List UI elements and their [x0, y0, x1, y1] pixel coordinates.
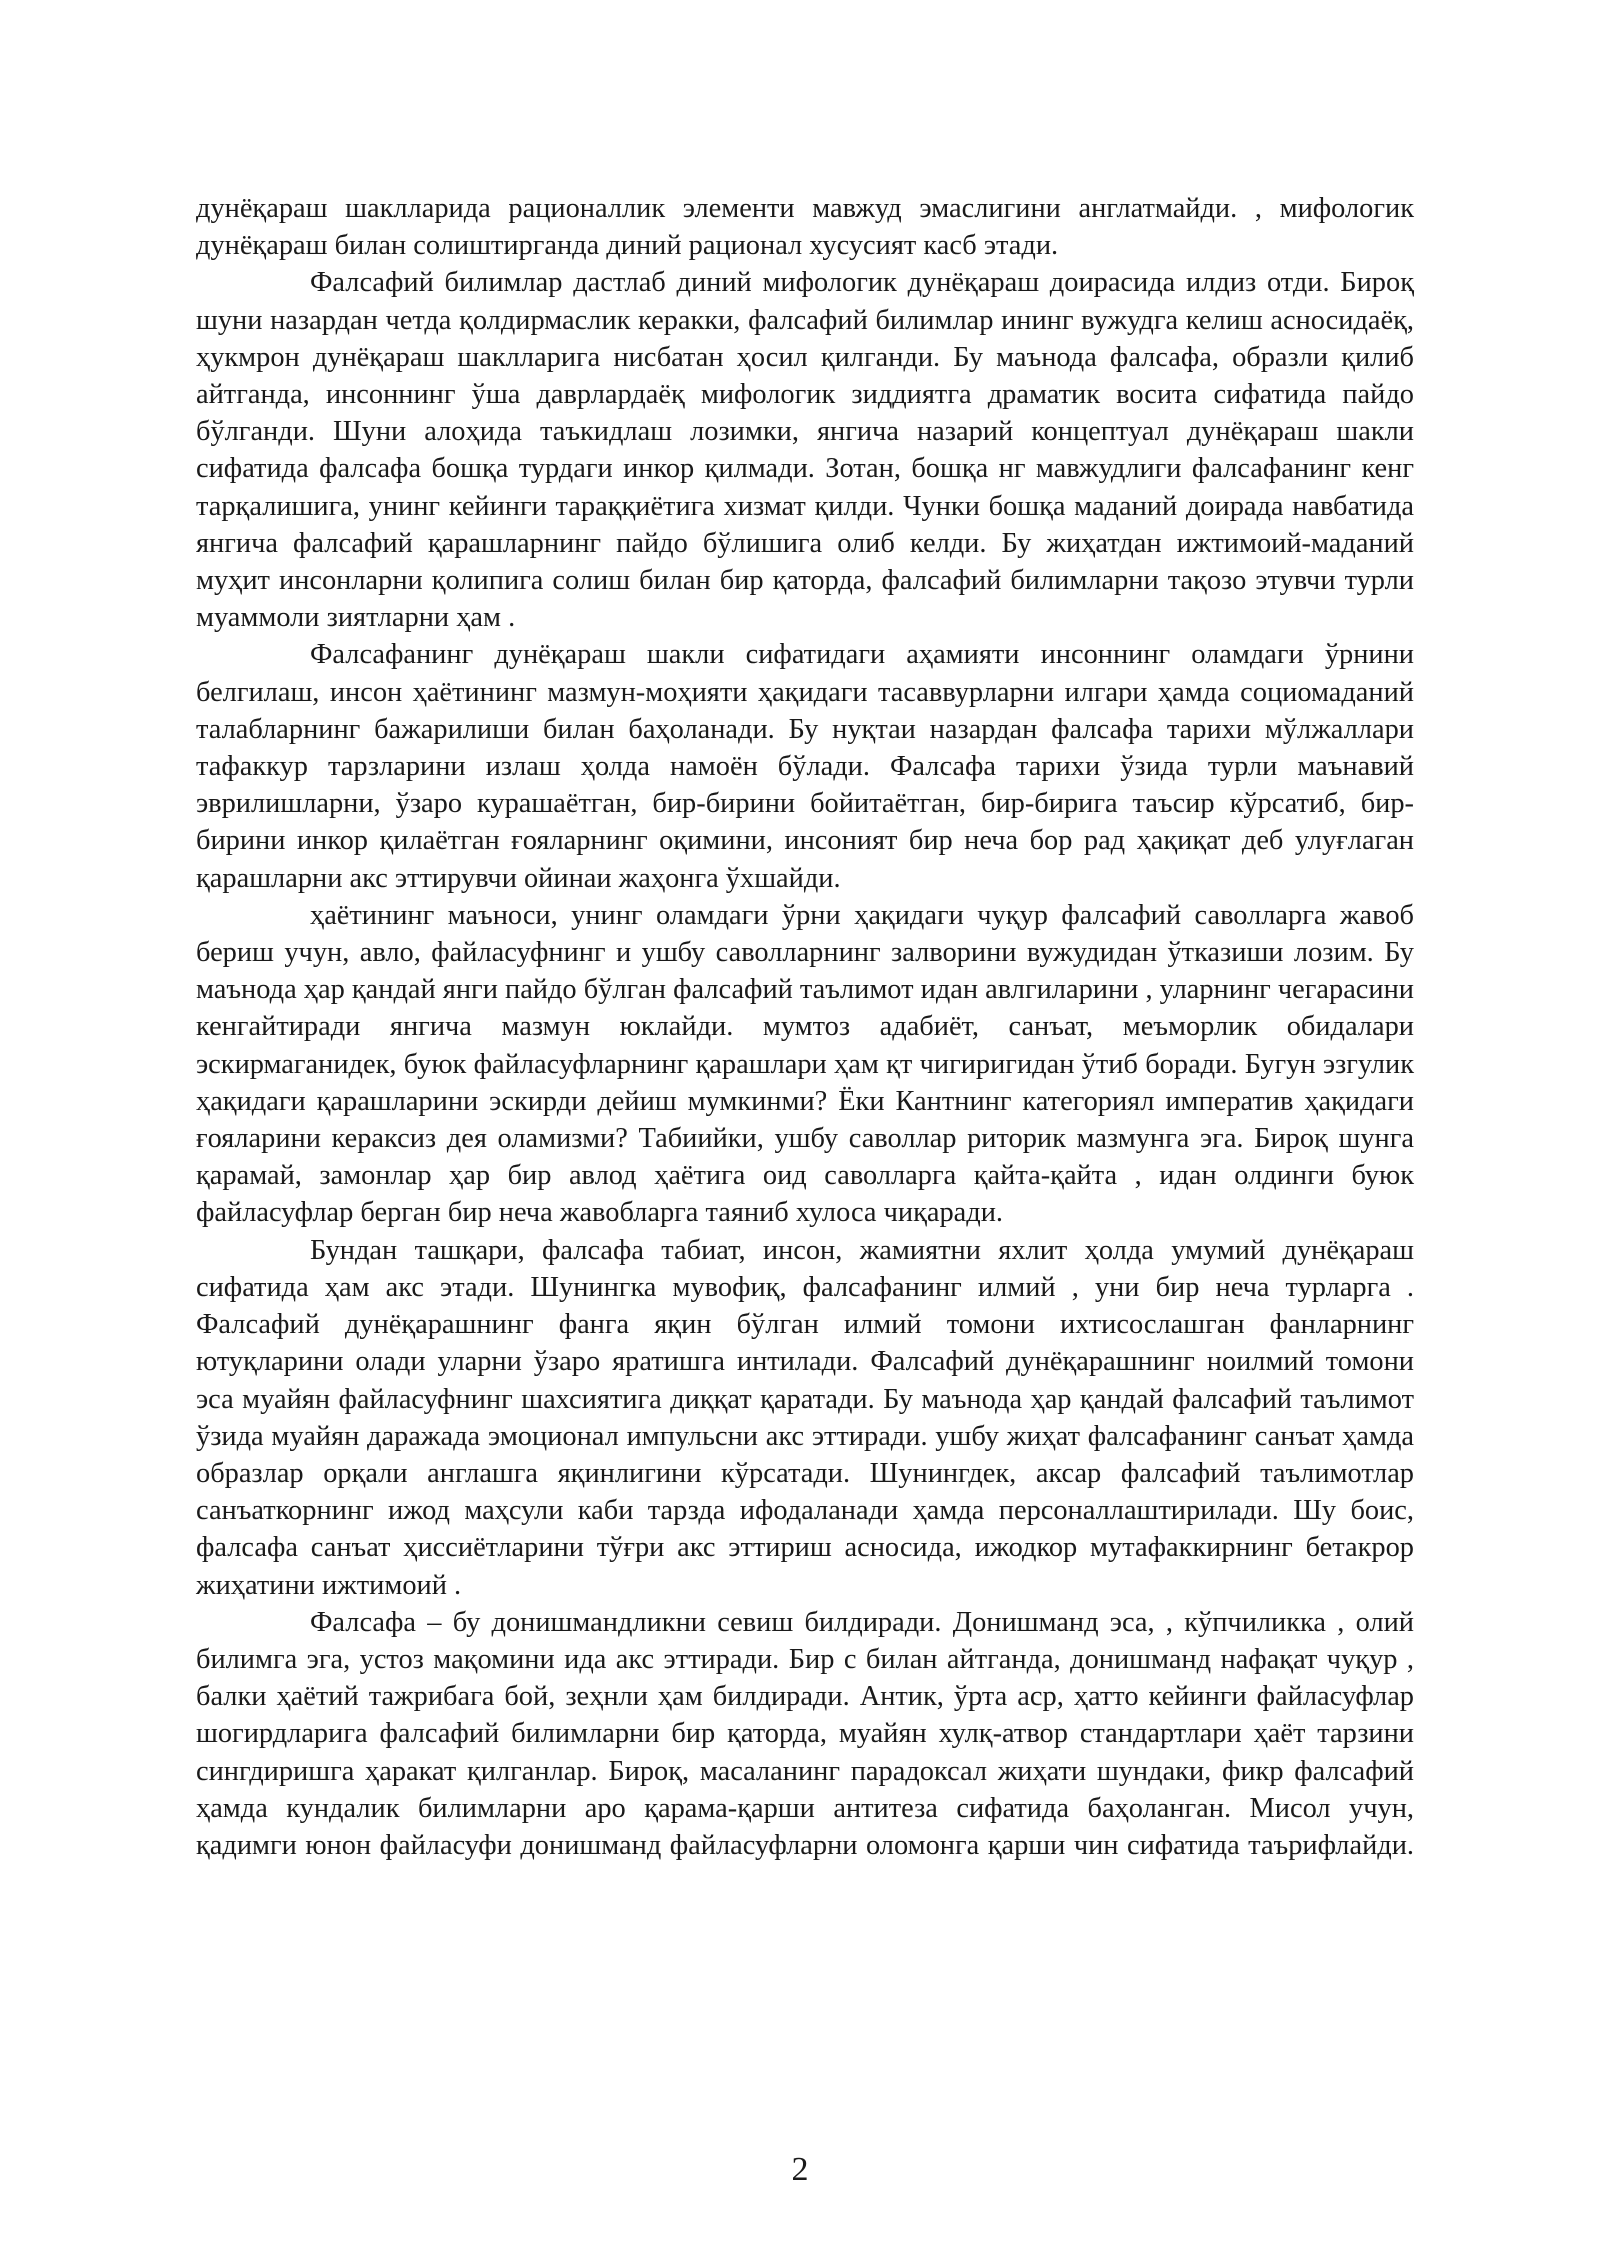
body-text	[196, 190, 1414, 1864]
paragraph-2: Фалсафий билимлар дастлаб диний мифологик дунёқараш доирасида илдиз отди. Бироқ шуни назардан четда қолдирмаслик керакки, фалсафий билимлар ининг вужудга келиш асносидаёқ, ҳукмрон дунёқараш шаклларига нисбатан ҳосил қилганди. Бу маънода фалсафа, образли қилиб айтганда, инсоннинг ўша даврлардаёқ мифологик зиддиятга драматик восита сифатида пайдо бўлганди. Шуни алоҳида таъкидлаш лозимки, янгича назарий концептуал дунёқараш шакли сифатида фалсафа бошқа турдаги инкор қилмади. Зотан, бошқа нг мавжудлиги фалсафанинг кенг тарқалишига, унинг кейинги тараққиётига хизмат қилди. Чунки бошқа маданий доирада навбатида янгича фалсафий қарашларнинг пайдо бўлишига олиб келди. Бу жиҳатдан ижтимоий-маданий муҳит инсонларни қолипига солиш билан бир қаторда, фалсафий билимларни тақозо этувчи турли муаммоли зиятларни ҳам .	[196, 267, 1414, 634]
paragraph-4: ҳаётининг маъноси, унинг оламдаги ўрни ҳақидаги чуқур фалсафий саволларга жавоб бериш учун, авло, файласуфнинг и ушбу саволларнинг залворини вужудидан ўтказиши лозим. Бу маънода ҳар қандай янги пайдо бўлган фалсафий таълимот идан авлгиларини , уларнинг чегарасини кенгайтиради янгича мазмун юклайди. мумтоз адабиёт, санъат, меъморлик обидалари эскирмаганидек, буюк файласуфларнинг қарашлари ҳам қт чигиригидан ўтиб боради. Бугун эзгулик ҳақидаги қарашларини эскирди дейиш мумкинми? Ёки Кантнинг категориял императив ҳақидаги ғояларини кераксиз дея оламизми? Табиийки, ушбу саволлар риторик мазмунга эга. Бироқ шунга қарамай, замонлар ҳар бир авлод ҳаётига оид саволларга қайта-қайта , идан олдинги буюк файласуфлар берган бир неча жавобларга таяниб хулоса чиқаради.	[196, 899, 1414, 1229]
page-number: 2	[791, 2151, 809, 2188]
paragraph-6: Фалсафа – бу донишмандликни севиш билдиради. Донишманд эса, , кўпчиликка , олий билимга эга, устоз мақомини ида акс эттиради. Бир с билан айтганда, донишманд нафақат чуқур , балки ҳаётий тажрибага бой, зеҳнли ҳам билдиради. Антик, ўрта аср, ҳатто кейинги файласуфлар шогирдларига фалсафий билимларни бир қаторда, муайян хулқ-атвор стандартлари ҳаёт тарзини сингдиришга ҳаракат қилганлар. Бироқ, масаланинг парадоксал жиҳати шундаки, фикр фалсафий ҳамда кундалик билимларни аро қарама-қарши антитеза сифатида баҳоланган. Мисол учун, қадимги юнон файласуфи донишманд файласуфларни оломонга қарши чин сифатида таърифлайди.	[196, 1606, 1414, 1861]
paragraph-1: дунёқараш шаклларида рационаллик элементи мавжуд эмаслигини англатмайди. , мифологик дунёқараш билан солиштирганда диний рационал хусусият касб этади.	[196, 193, 1414, 262]
paragraph-3: Фалсафанинг дунёқараш шакли сифатидаги аҳамияти инсоннинг оламдаги ўрнини белгилаш, инсон ҳаётининг мазмун-моҳияти ҳақидаги тасаввурларни илгари ҳамда социомаданий талабларнинг бажарилиши билан баҳоланади. Бу нуқтаи назардан фалсафа тарихи мўлжаллари тафаккур тарзларини излаш ҳолда намоён бўлади. Фалсафа тарихи ўзида турли маънавий эврилишларни, ўзаро курашаётган, бир-бирини бойитаётган, бир-бирига таъсир кўрсатиб, бир-бирини инкор қилаётган ғояларнинг оқимини, инсоният бир неча бор рад ҳақиқат деб улуғлаган қарашларни акс эттирувчи ойинаи жаҳонга ўхшайди.	[196, 639, 1414, 894]
paragraph-5: Бундан ташқари, фалсафа табиат, инсон, жамиятни яхлит ҳолда умумий дунёқараш сифатида ҳам акс этади. Шунингка мувофиқ, фалсафанинг илмий , уни бир неча турларга . Фалсафий дунёқарашнинг фанга яқин бўлган илмий томони ихтисослашган фанларнинг ютуқларини олади уларни ўзаро яратишга интилади. Фалсафий дунёқарашнинг ноилмий томони эса муайян файласуфнинг шахсиятига диққат қаратади. Бу маънода ҳар қандай фалсафий таълимот ўзида муайян даражада эмоционал импульсни акс эттиради. ушбу жиҳат фалсафанинг санъат ҳамда образлар орқали англашга яқинлигини кўрсатади. Шунингдек, аксар фалсафий таълимотлар санъаткорнинг ижод маҳсули каби тарзда ифодаланади ҳамда персоналлаштирилади. Шу боис, фалсафа санъат ҳиссиётларини тўғри акс эттириш асносида, ижодкор мутафаккирнинг бетакрор жиҳатини ижтимоий .	[196, 1234, 1414, 1601]
